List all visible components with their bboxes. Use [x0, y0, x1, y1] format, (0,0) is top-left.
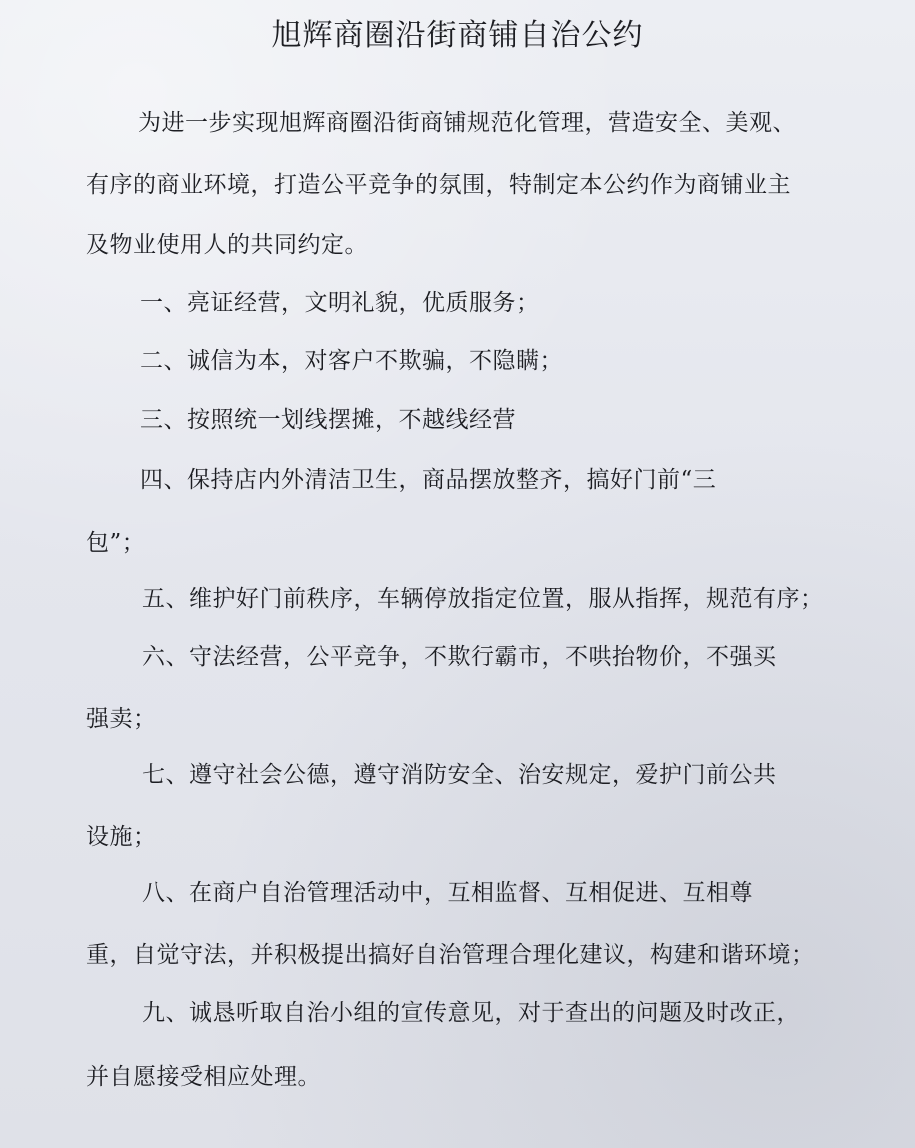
clause-1: 一、亮证经营，文明礼貌，优质服务； — [140, 290, 540, 316]
clause-3: 三、按照统一划线摆摊，不越线经营 — [140, 407, 516, 433]
clause-9-line-2: 并自愿接受相应处理。 — [86, 1064, 321, 1090]
clause-6-line-2: 强卖； — [86, 706, 157, 732]
clause-4-line-2: 包”； — [86, 530, 146, 556]
clause-2: 二、诚信为本，对客户不欺骗，不隐瞒； — [140, 348, 563, 374]
clause-6-line-1: 六、守法经营，公平竞争，不欺行霸市，不哄抬物价，不强买 — [142, 644, 777, 670]
clause-9-line-1: 九、诚恳听取自治小组的宣传意见，对于查出的问题及时改正， — [142, 1000, 800, 1026]
clause-5: 五、维护好门前秩序，车辆停放指定位置，服从指挥，规范有序； — [142, 586, 824, 612]
clause-4-line-1: 四、保持店内外清洁卫生，商品摆放整齐，搞好门前“三 — [140, 467, 717, 493]
clause-8-line-1: 八、在商户自治管理活动中，互相监督、互相促进、互相尊 — [142, 880, 753, 906]
document-title: 旭辉商圈沿街商铺自治公约 — [271, 18, 644, 53]
clause-7-line-1: 七、遵守社会公德，遵守消防安全、治安规定，爱护门前公共 — [142, 762, 777, 788]
clause-7-line-2: 设施； — [86, 824, 157, 850]
intro-line-1: 为进一步实现旭辉商圈沿街商铺规范化管理，营造安全、美观、 — [138, 110, 796, 136]
clause-8-line-2: 重，自觉守法，并积极提出搞好自治管理合理化建议，构建和谐环境； — [86, 942, 815, 968]
intro-line-3: 及物业使用人的共同约定。 — [86, 232, 368, 258]
intro-line-2: 有序的商业环境，打造公平竞争的氛围，特制定本公约作为商铺业主 — [86, 172, 791, 198]
